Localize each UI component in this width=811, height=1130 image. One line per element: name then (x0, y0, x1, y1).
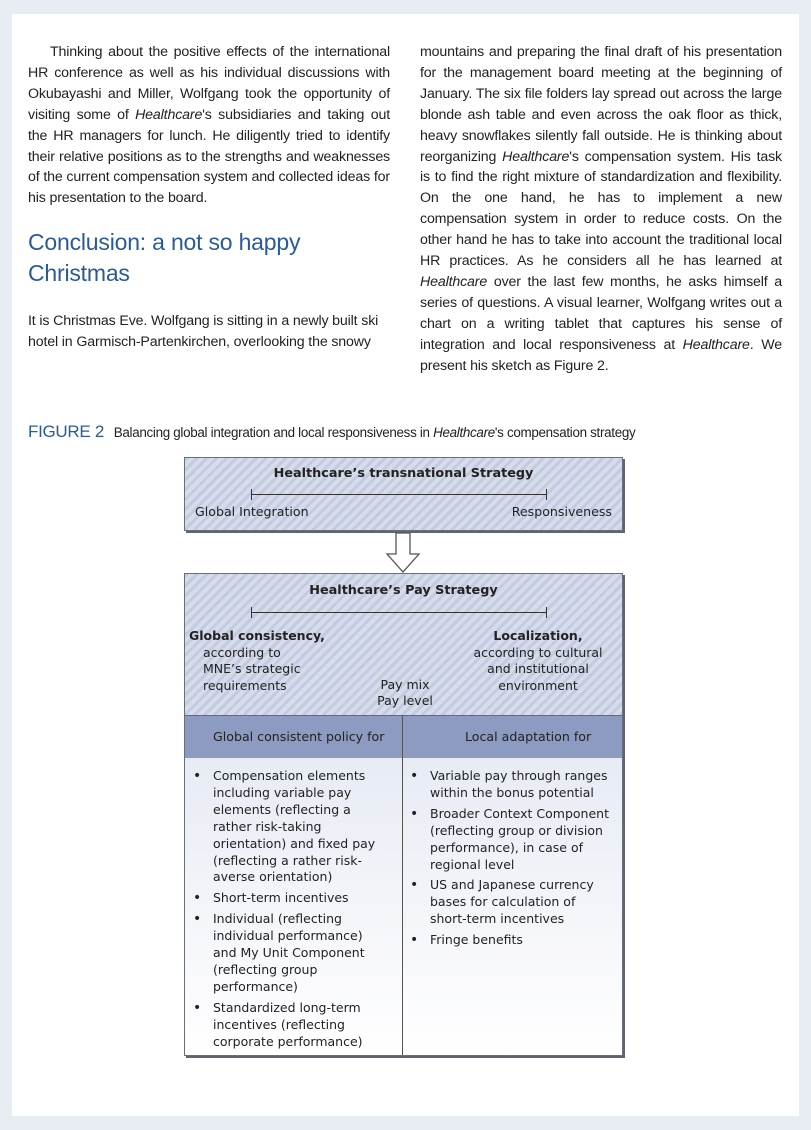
global-consistency-block (189, 628, 339, 694)
responsiveness-label: Responsiveness (511, 504, 612, 519)
localization-line-3: environment (498, 677, 578, 693)
pay-level-label: Pay level (377, 693, 433, 708)
local-adaptation-header: Local adaptation for (465, 729, 592, 744)
list-item: • US and Japanese currency bases for calculation of short-term incentives (404, 877, 614, 928)
localization-block (458, 628, 618, 694)
localization-line-1: according to cultural (473, 644, 603, 660)
global-consistency-line-2: MNE’s strategic (203, 661, 301, 676)
list-item: • Broader Context Component (reflecting group or division performance), in case of regional level (404, 806, 614, 874)
pay-strategy-title: Healthcare’s Pay Strategy (309, 583, 498, 598)
pay-center-labels (375, 677, 435, 709)
transnational-strategy-title: Healthcare’s transnational Strategy (273, 466, 534, 481)
global-policy-header: Global consistent policy for (213, 729, 385, 744)
global-consistency-line-3: requirements (203, 677, 287, 693)
list-item: • Variable pay through ranges within the bonus potential (404, 768, 614, 802)
column-divider (402, 715, 403, 1055)
localization-line-2: and institutional (487, 661, 589, 676)
figure-diagram (12, 14, 799, 1116)
localization-heading: Localization, (493, 628, 583, 643)
section-heading: Conclusion: a not so happy Christmas (28, 229, 301, 287)
left-paragraph-2: It is Christmas Eve. Wolfgang is sitting in a newly built ski hotel in Garmisch-Partenkirchen, overlooking the snowy (28, 313, 379, 351)
local-adaptation-list (404, 768, 614, 953)
global-policy-list (187, 768, 387, 1055)
right-paragraph: mountains and preparing the final draft of his presentation for the management board meeting at the beginning of January. The six file folders lay spread out across the large blonde ash table and even across the oak floor as thick, heavy snowflakes silently fall outside. He is thinking about reorganizing Healthcare's compensation system. His task is to find the right mixture of standardization and flexibility. On the one hand, he has to implement a new compensation system in order to reduce costs. On the other hand he has to take into account the traditional local HR practices. As he considers all he has learned at Healthcare over the last few months, he asks himself a series of questions. A visual learner, Wolfgang writes out a chart on a writing tablet that captures his sense of integration and local responsiveness at Healthcare. We present his sketch as Figure 2. (420, 44, 782, 374)
left-paragraph: Thinking about the positive effects of the international HR conference as well as his individual discussions with Okubayashi and Miller, Wolfgang took the opportunity of visiting some of Healthcare's subsidiaries and taking out the HR managers for lunch. He diligently tried to identify their relative positions as to the strengths and weaknesses of the current compensation system and collected ideas for his presentation to the board. (28, 44, 390, 207)
global-consistency-heading: Global consistency, (189, 628, 325, 643)
integration-scale-line (251, 494, 547, 495)
figure-label: FIGURE 2 (28, 422, 105, 441)
page (12, 14, 799, 1116)
list-item: • Fringe benefits (404, 932, 614, 949)
pay-strategy-box (184, 573, 623, 1056)
global-consistency-line-1: according to (203, 644, 281, 660)
list-item: • Short-term incentives (187, 890, 387, 907)
list-item: • Standardized long-term incentives (reflecting corporate performance) (187, 1000, 387, 1051)
column-header-band (185, 715, 622, 759)
figure-title: Balancing global integration and local responsiveness in Healthcare's compensation strategy (113, 425, 636, 440)
list-item: • Compensation elements including variable pay elements (reflecting a rather risk-taking orientation) and fixed pay (reflecting a rather risk-averse orientation) (187, 768, 387, 886)
list-item: • Individual (reflecting individual performance) and My Unit Component (reflecting group performance) (187, 911, 387, 996)
global-integration-label: Global Integration (195, 504, 309, 519)
down-arrow-icon (385, 532, 421, 574)
pay-strategy-scale-line (251, 612, 547, 613)
pay-mix-label: Pay mix (380, 677, 430, 692)
transnational-strategy-box (184, 457, 623, 531)
